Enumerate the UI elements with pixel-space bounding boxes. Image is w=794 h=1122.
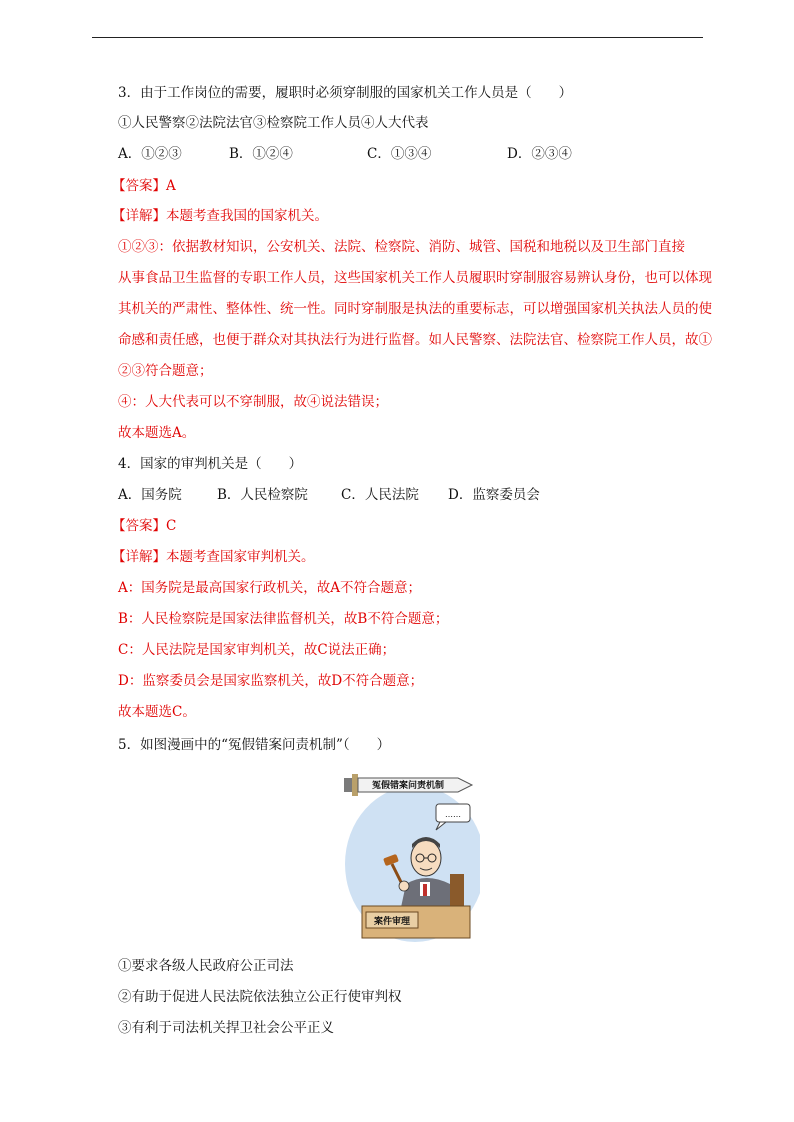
q3-expl-line: ①②③：依据教材知识，公安机关、法院、检察院、消防、城管、国税和地税以及卫生部门直接 xyxy=(118,239,685,255)
q4-expl-line: D：监察委员会是国家监察机关，故D不符合题意； xyxy=(118,673,424,689)
q3-stem: 3．由于工作岗位的需要，履职时必须穿制服的国家机关工作人员是（ ） xyxy=(118,85,573,101)
cartoon-image xyxy=(340,764,480,944)
q4-option-b: B．人民检察院 xyxy=(217,487,308,503)
q3-expl-line: ④：人大代表可以不穿制服，故④说法错误； xyxy=(118,394,388,410)
header-rule xyxy=(92,37,703,38)
q3-expl-line: ②③符合题意； xyxy=(118,363,213,379)
q4-stem: 4．国家的审判机关是（ ） xyxy=(118,456,303,472)
q3-option-a: A．①②③ xyxy=(118,146,182,162)
desk-label: 案件审理 xyxy=(373,917,411,927)
q5-item: ②有助于促进人民法院依法独立公正行使审判权 xyxy=(118,989,402,1005)
q3-items: ①人民警察②法院法官③检察院工作人员④人大代表 xyxy=(118,115,429,131)
q4-expl-line: B：人民检察院是国家法律监督机关，故B不符合题意； xyxy=(118,611,449,627)
q4-option-a: A．国务院 xyxy=(118,487,182,503)
q5-stem: 5．如图漫画中的“冤假错案问责机制”（ ） xyxy=(118,737,391,753)
q3-detail: 【详解】本题考查我国的国家机关。 xyxy=(112,208,328,224)
cartoon-illustration xyxy=(340,764,480,944)
q3-expl-line: 命感和责任感，也便于群众对其执法行为进行监督。如人民警察、法院法官、检察院工作人员，故① xyxy=(118,332,712,348)
q3-option-d: D．②③④ xyxy=(507,146,572,162)
bubble-text: …… xyxy=(445,810,461,819)
q4-option-c: C．人民法院 xyxy=(341,487,419,503)
q4-expl-line: C：人民法院是国家审判机关，故C说法正确； xyxy=(118,642,396,658)
sword-label: 冤假错案问责机制 xyxy=(371,781,445,791)
q3-expl-line: 从事食品卫生监督的专职工作人员，这些国家机关工作人员履职时穿制服容易辨认身份，也可以体现 xyxy=(118,270,712,286)
q3-option-b: B．①②④ xyxy=(229,146,293,162)
q3-answer: 【答案】A xyxy=(112,178,176,194)
q3-conclusion: 故本题选A。 xyxy=(118,425,196,441)
q3-expl-line: 其机关的严肃性、整体性、统一性。同时穿制服是执法的重要标志，可以增强国家机关执法人员的使 xyxy=(118,301,712,317)
q4-expl-line: A：国务院是最高国家行政机关，故A不符合题意； xyxy=(118,580,421,596)
q4-answer: 【答案】C xyxy=(112,518,177,534)
q5-item: ③有利于司法机关捍卫社会公平正义 xyxy=(118,1020,334,1036)
q4-option-d: D．监察委员会 xyxy=(448,487,540,503)
q4-detail: 【详解】本题考查国家审判机关。 xyxy=(112,549,315,565)
q5-item: ①要求各级人民政府公正司法 xyxy=(118,958,294,974)
q4-conclusion: 故本题选C。 xyxy=(118,704,196,720)
q3-option-c: C．①③④ xyxy=(367,146,432,162)
